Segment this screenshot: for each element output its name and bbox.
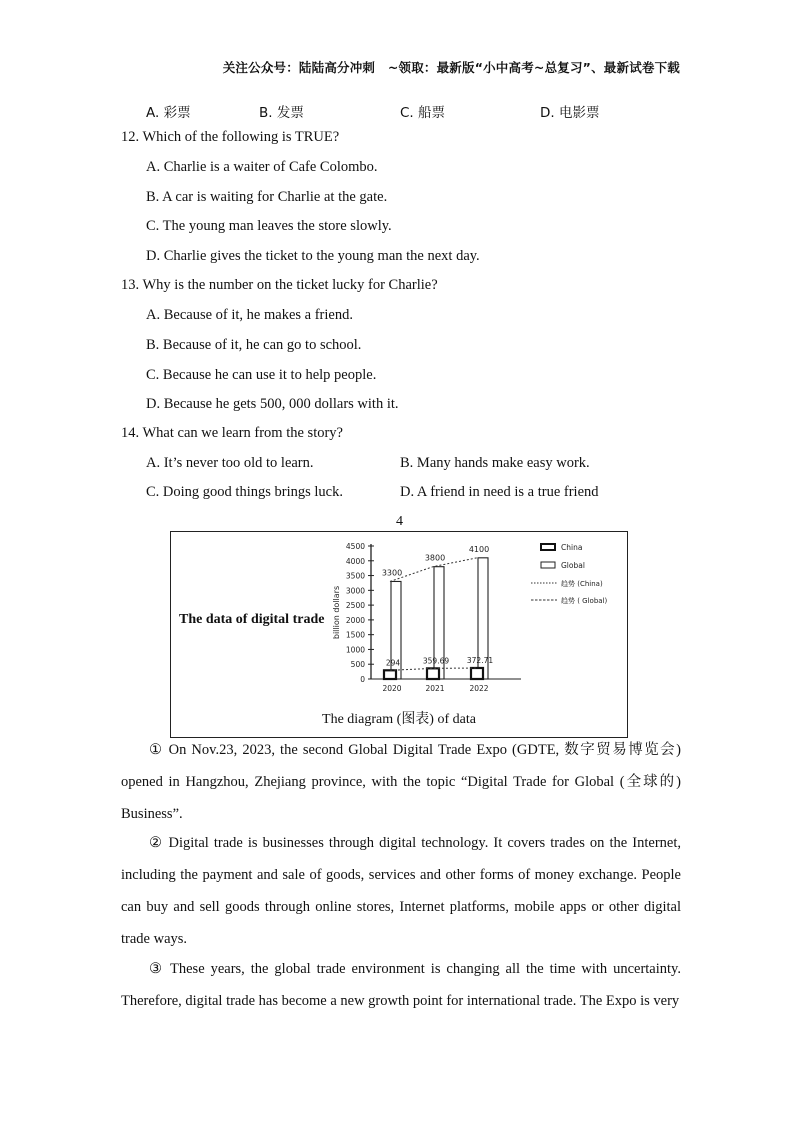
q11-option-b: B. 发票	[259, 105, 304, 121]
data-label-china-2022: 372.71	[466, 655, 494, 665]
y-tick-label: 3000	[345, 586, 365, 596]
x-tick-label-2021: 2021	[425, 684, 445, 693]
q12-option-b: B. A car is waiting for Charlie at the gate.	[146, 189, 388, 205]
q11-option-a: A. 彩票	[146, 105, 191, 121]
q13-option-a: A. Because of it, he makes a friend.	[146, 307, 353, 323]
q13-option-d: D. Because he gets 500, 000 dollars with it.	[146, 396, 399, 412]
paragraph-3: ③ These years, the global trade environment is changing all the time with uncertainty. Therefore, digital trade has become a new growth point for international trade. The Expo is very	[121, 961, 681, 1009]
y-tick-label: 0	[360, 675, 365, 684]
data-label-china-2021: 359.69	[422, 656, 450, 666]
data-label-global-2022: 4100	[468, 544, 490, 554]
legend-china-swatch	[541, 544, 555, 550]
q14-question: 14. What can we learn from the story?	[121, 425, 343, 441]
q14-option-b: B. Many hands make easy work.	[400, 455, 590, 471]
q13-option-b: B. Because of it, he can go to school.	[146, 337, 362, 353]
q14-option-a: A. It’s never too old to learn.	[146, 455, 314, 471]
x-tick-label-2020: 2020	[382, 684, 402, 693]
q12-question: 12. Which of the following is TRUE?	[121, 129, 340, 145]
y-tick-label: 1000	[345, 645, 365, 655]
y-axis-label: billion dollars	[332, 585, 341, 640]
q11-option-c: C. 船票	[400, 105, 446, 121]
bar-china-2021	[427, 668, 439, 679]
figure-title: The data of digital trade	[179, 612, 325, 627]
y-tick-label: 4500	[345, 542, 365, 551]
figure-box	[170, 531, 628, 738]
q12-option-d: D. Charlie gives the ticket to the young man the next day.	[146, 248, 480, 264]
paragraph-1: ① On Nov.23, 2023, the second Global Digital Trade Expo (GDTE, 数字贸易博览会) opened in Hangzhou, Zhejiang province, with the topic “Digital Trade for Global (全球的) Business”.	[121, 742, 681, 822]
bar-china-2020	[384, 670, 396, 679]
y-tick-label: 4000	[345, 556, 365, 566]
paragraph-2: ② Digital trade is businesses through digital technology. It covers trades on the Internet, including the payment and sale of goods, services and other forms of money exchange. People can buy and sell goods through online stores, Internet platforms, mobile apps or other digital trade ways.	[121, 835, 681, 947]
legend-global-label: Global	[561, 561, 585, 570]
q12-option-c: C. The young man leaves the store slowly.	[146, 218, 392, 234]
y-tick-label: 3500	[345, 571, 365, 581]
y-tick-label: 2000	[345, 615, 365, 625]
figure-caption: The diagram (图表) of data	[322, 712, 476, 727]
data-label-global-2020: 3300	[381, 568, 403, 578]
y-tick-label: 2500	[345, 601, 365, 611]
q14-option-c: C. Doing good things brings luck.	[146, 484, 343, 500]
legend-china-label: China	[561, 543, 583, 552]
x-tick-label-2022: 2022	[469, 684, 489, 693]
page-header: 关注公众号：陆陆高分冲刺 ~领取：最新版“小中高考~总复习”、最新试卷下载	[222, 60, 680, 75]
y-tick-label: 500	[350, 660, 365, 670]
y-tick-label: 1500	[345, 630, 365, 640]
q12-option-a: A. Charlie is a waiter of Cafe Colombo.	[146, 159, 378, 175]
q14-option-d: D. A friend in need is a true friend	[400, 484, 599, 500]
data-label-global-2021: 3800	[424, 553, 446, 563]
digital-trade-chart	[321, 538, 621, 698]
data-label-china-2020: 294	[385, 658, 401, 668]
bar-china-2022	[471, 668, 483, 679]
page-number: 4	[396, 514, 403, 529]
q13-option-c: C. Because he can use it to help people.	[146, 367, 377, 383]
q13-question: 13. Why is the number on the ticket lucky for Charlie?	[121, 277, 438, 293]
legend-trend-china-label: 趋势 (China)	[561, 580, 603, 588]
legend-global-swatch	[541, 562, 555, 568]
legend-trend-global-label: 趋势 ( Global)	[561, 597, 608, 605]
q11-option-d: D. 电影票	[540, 105, 600, 121]
